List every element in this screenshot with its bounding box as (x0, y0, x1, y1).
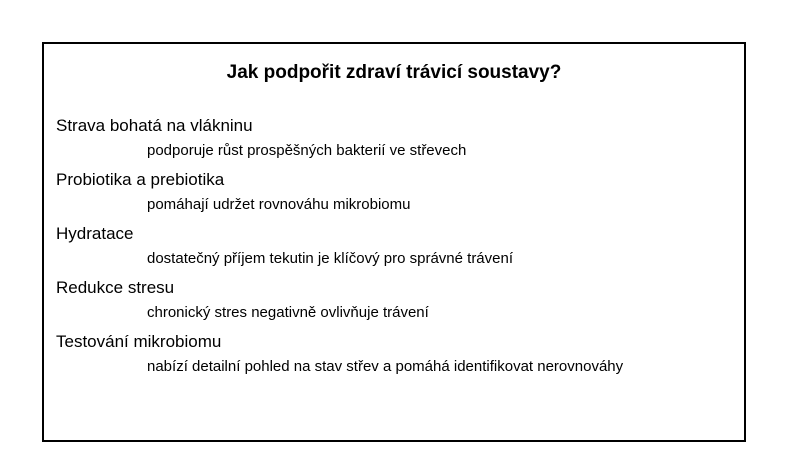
item-heading: Redukce stresu (56, 278, 175, 297)
tips-list (56, 115, 736, 385)
item-heading: Strava bohatá na vlákninu (56, 116, 253, 135)
item-description: pomáhají udržet rovnováhu mikrobiomu (147, 196, 411, 213)
item-description: nabízí detailní pohled na stav střev a pomáhá identifikovat nerovnováhy (147, 358, 624, 375)
content-frame (42, 42, 746, 442)
list-item (56, 223, 736, 277)
page-title: Jak podpořit zdraví trávicí soustavy? (226, 62, 562, 83)
list-item (56, 115, 736, 169)
item-description: chronický stres negativně ovlivňuje trávení (147, 304, 429, 321)
item-description: podporuje růst prospěšných bakterií ve střevech (147, 142, 467, 159)
list-item (56, 331, 736, 385)
item-heading: Testování mikrobiomu (56, 332, 222, 351)
item-heading: Probiotika a prebiotika (56, 170, 225, 189)
list-item (56, 169, 736, 223)
item-heading: Hydratace (56, 224, 134, 243)
list-item (56, 277, 736, 331)
item-description: dostatečný příjem tekutin je klíčový pro správné trávení (147, 250, 514, 267)
